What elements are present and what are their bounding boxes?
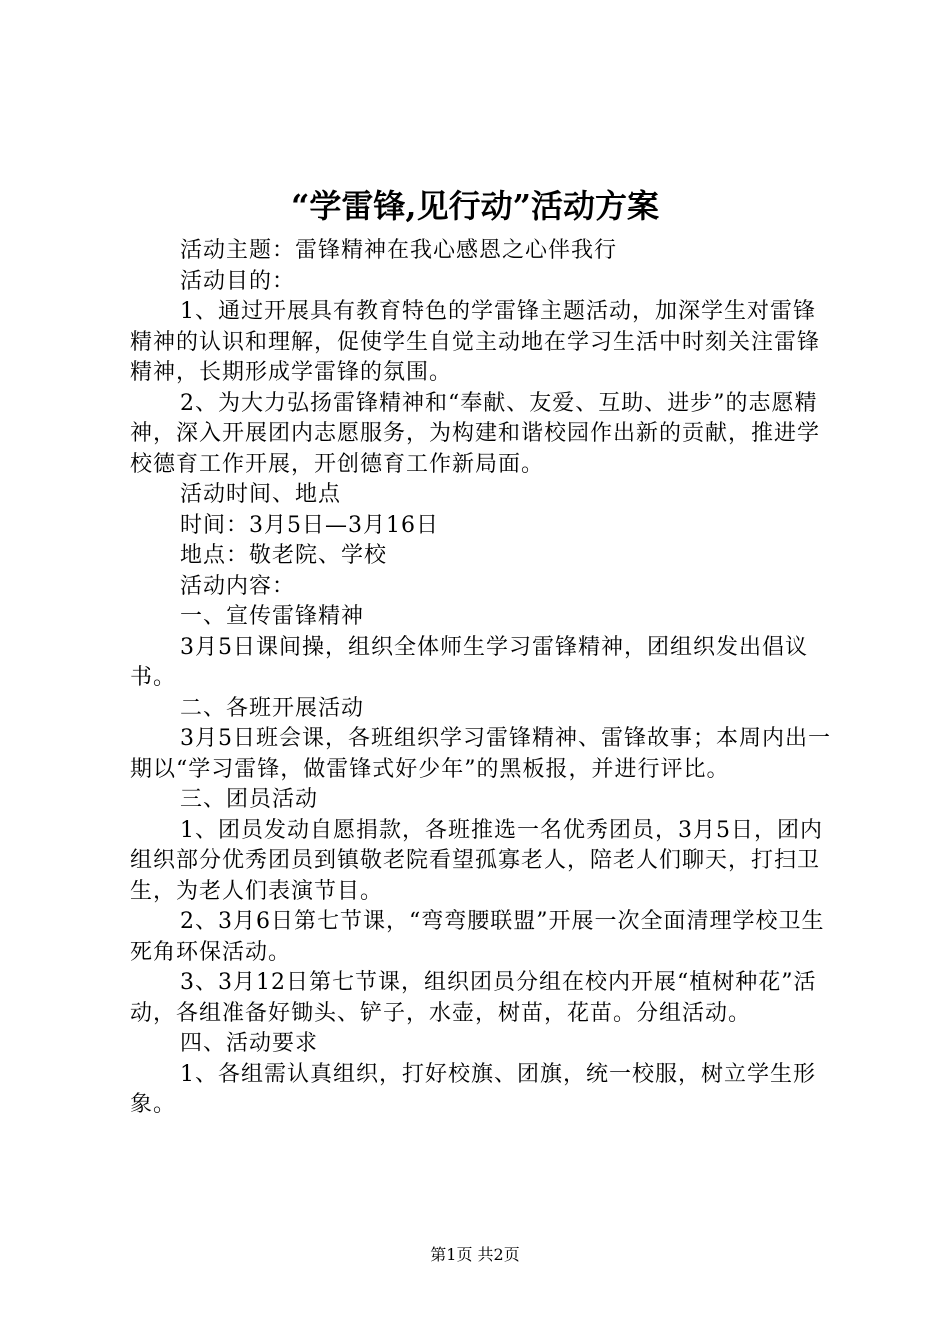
section-heading-3: 三、团员活动 — [180, 787, 319, 812]
paragraph-time-place-heading: 活动时间、地点 — [180, 482, 342, 507]
paragraph-section-1: 3月5日课间操，组织全体师生学习雷锋精神，团组织发出倡议书。 — [130, 634, 808, 690]
paragraph-purpose-1: 1、通过开展具有教育特色的学雷锋主题活动，加深学生对雷锋精神的认识和理解，促使学生自觉主动地在学习生活中时刻关注雷锋精神，长期形成学雷锋的氛围。 — [130, 299, 821, 385]
paragraph-purpose-2: 2、为大力弘扬雷锋精神和“奉献、友爱、互助、进步”的志愿精神，深入开展团内志愿服务，为构建和谐校园作出新的贡献，推进学校德育工作开展，开创德育工作新局面。 — [130, 390, 821, 477]
section-heading-4: 四、活动要求 — [180, 1031, 319, 1056]
paragraph-place: 地点：敬老院、学校 — [180, 543, 388, 568]
paragraph-section-3-item-2: 2、3月6日第七节课，“弯弯腰联盟”开展一次全面清理学校卫生死角环保活动。 — [130, 909, 825, 965]
paragraph-purpose-heading: 活动目的： — [180, 268, 296, 294]
section-heading-1: 一、宣传雷锋精神 — [180, 604, 365, 629]
paragraph-section-4-item-1: 1、各组需认真组织，打好校旗、团旗，统一校服，树立学生形象。 — [130, 1061, 816, 1117]
paragraph-theme: 活动主题：雷锋精神在我心感恩之心伴我行 — [180, 238, 618, 263]
paragraph-section-3-item-3: 3、3月12日第七节课，组织团员分组在校内开展“植树种花”活动，各组准备好锄头、铲子，水壶，树苗，花苗。分组活动。 — [130, 970, 817, 1026]
section-heading-2: 二、各班开展活动 — [180, 695, 365, 721]
paragraph-content-heading: 活动内容： — [180, 573, 296, 599]
paragraph-section-2: 3月5日班会课，各班组织学习雷锋精神、雷锋故事；本周内出一期以“学习雷锋，做雷锋式好少年”的黑板报，并进行评比。 — [130, 726, 831, 782]
page-footer: 第1页 共2页 — [430, 1245, 520, 1264]
paragraph-section-3-item-1: 1、团员发动自愿捐款，各班推选一名优秀团员，3月5日，团内组织部分优秀团员到镇敬老院看望孤寡老人，陪老人们聊天，打扫卫生，为老人们表演节目。 — [130, 817, 823, 904]
paragraph-time: 时间：3月5日—3月16日 — [180, 512, 439, 538]
document-body — [130, 236, 835, 1121]
document-title: “学雷锋,见行动”活动方案 — [291, 187, 659, 225]
